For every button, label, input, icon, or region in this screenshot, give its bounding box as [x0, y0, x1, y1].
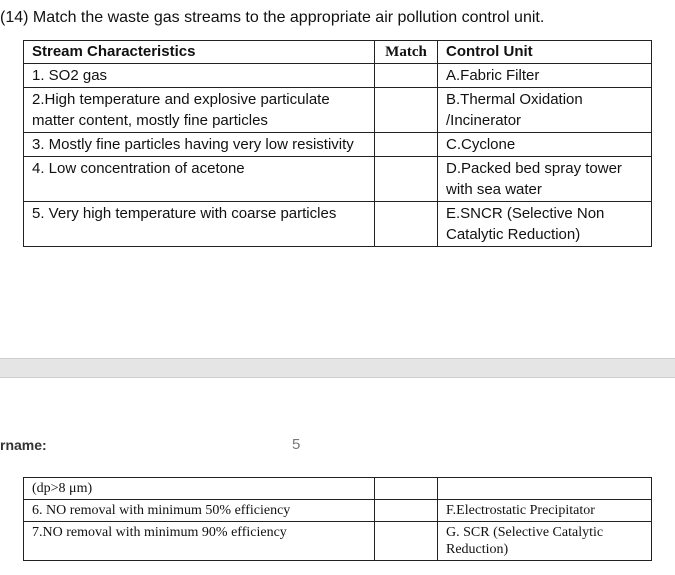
matching-table-continued [23, 477, 652, 561]
table-row [24, 500, 652, 522]
table-row [24, 157, 652, 202]
control-unit-cell: D.Packed bed spray tower with sea water [438, 157, 652, 202]
table-header-row [24, 41, 652, 64]
stream-cell: 4. Low concentration of acetone [24, 157, 375, 202]
stream-cell: (dp>8 μm) [24, 478, 375, 500]
control-unit-cell: C.Cyclone [438, 133, 652, 157]
match-cell[interactable] [375, 500, 438, 522]
control-unit-cell: A.Fabric Filter [438, 64, 652, 88]
table-row [24, 88, 652, 133]
header-match: Match [375, 41, 438, 64]
table-row [24, 522, 652, 561]
control-unit-cell: G. SCR (Selective Catalytic Reduction) [438, 522, 652, 561]
question-text: (14) Match the waste gas streams to the appropriate air pollution control unit. [0, 9, 545, 26]
match-cell[interactable] [375, 157, 438, 202]
match-cell[interactable] [375, 478, 438, 500]
stream-cell: 5. Very high temperature with coarse particles [24, 202, 375, 247]
table-row [24, 202, 652, 247]
header-control-unit: Control Unit [438, 41, 652, 64]
control-unit-cell: B.Thermal Oxidation /Incinerator [438, 88, 652, 133]
header-stream-characteristics: Stream Characteristics [24, 41, 375, 64]
page-break-gap [0, 358, 675, 378]
control-unit-cell: E.SNCR (Selective Non Catalytic Reduction) [438, 202, 652, 247]
control-unit-cell [438, 478, 652, 500]
stream-cell: 6. NO removal with minimum 50% efficiency [24, 500, 375, 522]
matching-table [23, 40, 652, 247]
match-cell[interactable] [375, 64, 438, 88]
control-unit-cell: F.Electrostatic Precipitator [438, 500, 652, 522]
table-row [24, 478, 652, 500]
match-cell[interactable] [375, 202, 438, 247]
stream-cell: 2.High temperature and explosive particulate matter content, mostly fine particles [24, 88, 375, 133]
stream-cell: 7.NO removal with minimum 90% efficiency [24, 522, 375, 561]
stream-cell: 3. Mostly fine particles having very low resistivity [24, 133, 375, 157]
match-cell[interactable] [375, 522, 438, 561]
table-row [24, 64, 652, 88]
table-row [24, 133, 652, 157]
stream-cell: 1. SO2 gas [24, 64, 375, 88]
username-label: rname: [0, 437, 47, 453]
match-cell[interactable] [375, 133, 438, 157]
page-number: 5 [292, 436, 301, 453]
match-cell[interactable] [375, 88, 438, 133]
